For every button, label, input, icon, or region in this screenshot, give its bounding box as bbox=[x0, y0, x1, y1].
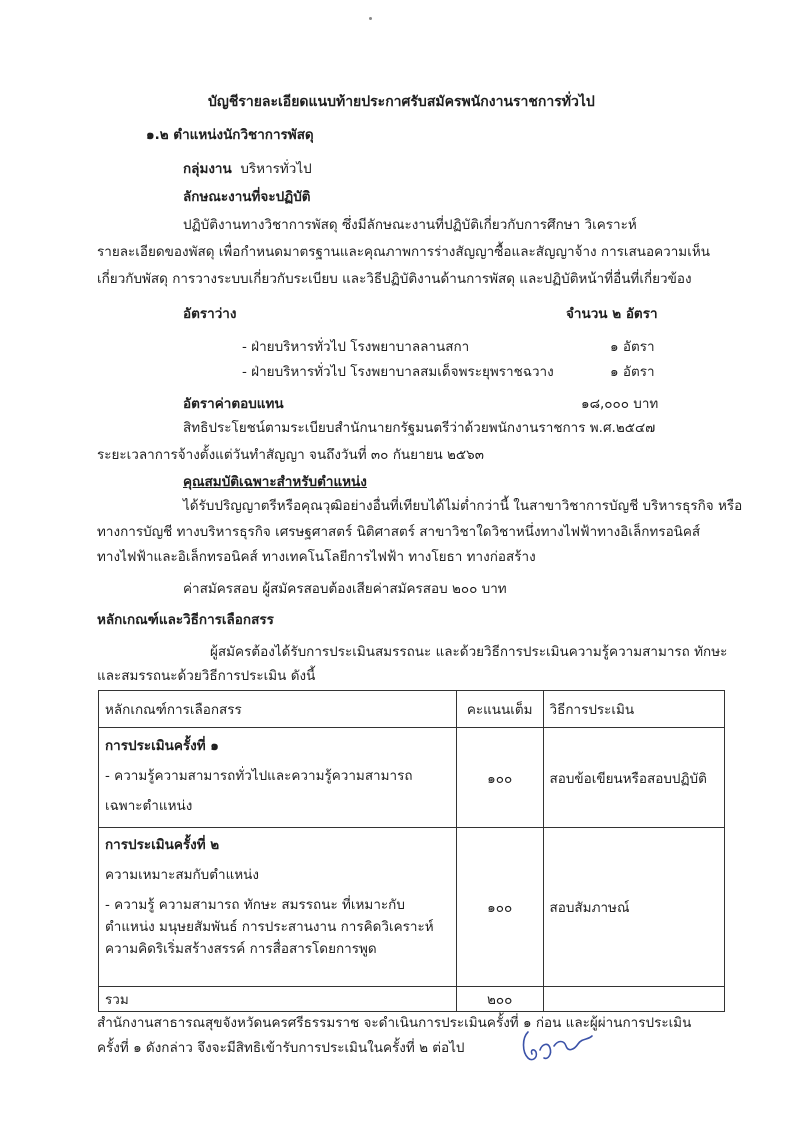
qualification-line: ทางไฟฟ้าและอิเล็กทรอนิคส์ ทางเทคโนโลยีการไฟฟ้า ทางโยธา ทางก่อสร้าง bbox=[97, 549, 536, 565]
round2-line: - ความรู้ ความสามารถ ทักษะ สมรรถนะ ที่เหมาะกับ bbox=[105, 897, 405, 913]
footer-line: ครั้งที่ ๑ ดังกล่าว จึงจะมีสิทธิเข้ารับการประเมินในครั้งที่ ๒ ต่อไป bbox=[97, 1040, 465, 1056]
pay-heading: อัตราค่าตอบแทน bbox=[183, 396, 284, 412]
signature-mark bbox=[518, 1024, 598, 1068]
document-title: บัญชีรายละเอียดแนบท้ายประกาศรับสมัครพนักงานราชการทั่วไป bbox=[208, 94, 595, 110]
scan-speck bbox=[369, 17, 372, 20]
table-row bbox=[99, 828, 725, 987]
round2-score: ๑๐๐ bbox=[456, 828, 543, 987]
total-label: รวม bbox=[99, 987, 457, 1012]
table-row bbox=[99, 728, 725, 828]
round1-title: การประเมินครั้งที่ ๑ bbox=[105, 738, 219, 754]
pay-line: สิทธิประโยชน์ตามระเบียบสำนักนายกรัฐมนตรีว่าด้วยพนักงานราชการ พ.ศ.๒๕๔๗ bbox=[183, 420, 656, 436]
vacancy-total: จำนวน ๒ อัตรา bbox=[566, 306, 658, 322]
round2-subtitle: ความเหมาะสมกับตำแหน่ง bbox=[105, 867, 259, 883]
vacancy-heading: อัตราว่าง bbox=[183, 306, 237, 322]
round1-criteria-cell bbox=[99, 728, 457, 828]
criteria-heading: หลักเกณฑ์และวิธีการเลือกสรร bbox=[97, 612, 274, 628]
round1-line: - ความรู้ความสามารถทั่วไปและความรู้ความสามารถ bbox=[105, 768, 413, 784]
table-header-row bbox=[99, 691, 725, 728]
vacancy-count: ๑ อัตรา bbox=[610, 339, 655, 355]
table-row bbox=[99, 987, 725, 1012]
criteria-line: ผู้สมัครต้องได้รับการประเมินสมรรถนะ และด้วยวิธีการประเมินความรู้ความสามารถ ทักษะ bbox=[210, 644, 728, 660]
position-heading: ๑.๒ ตำแหน่งนักวิชาการพัสดุ bbox=[146, 127, 314, 143]
round1-score: ๑๐๐ bbox=[456, 728, 543, 828]
total-empty-cell bbox=[543, 987, 724, 1012]
duties-line: ปฏิบัติงานทางวิชาการพัสดุ ซึ่งมีลักษณะงานที่ปฏิบัติเกี่ยวกับการศึกษา วิเคราะห์ bbox=[183, 217, 637, 233]
round2-title: การประเมินครั้งที่ ๒ bbox=[105, 837, 220, 853]
table-header: วิธีการประเมิน bbox=[543, 691, 724, 728]
work-group-value: บริหารทั่วไป bbox=[240, 161, 312, 177]
qualification-heading: คุณสมบัติเฉพาะสำหรับตำแหน่ง bbox=[183, 474, 367, 490]
round2-method: สอบสัมภาษณ์ bbox=[543, 828, 724, 987]
pay-value: ๑๘,๐๐๐ บาท bbox=[581, 396, 659, 412]
duties-heading: ลักษณะงานที่จะปฏิบัติ bbox=[183, 189, 311, 205]
total-score: ๒๐๐ bbox=[456, 987, 543, 1012]
round2-line: ความคิดริเริ่มสร้างสรรค์ การสื่อสารโดยการพูด bbox=[105, 941, 377, 957]
duties-line: รายละเอียดของพัสดุ เพื่อกำหนดมาตรฐานและคุณภาพการร่างสัญญาซื้อและสัญญาจ้าง การเสนอความเห็น bbox=[97, 244, 710, 260]
round2-line: ตำแหน่ง มนุษยสัมพันธ์ การประสานงาน การคิดวิเคราะห์ bbox=[105, 919, 434, 935]
duties-line: เกี่ยวกับพัสดุ การวางระบบเกี่ยวกับระเบียบ และวิธีปฏิบัติงานด้านการพัสดุ และปฏิบัติหน้าที่อื่นที่เกี่ยวข้อง bbox=[97, 271, 692, 287]
selection-criteria-table bbox=[98, 690, 725, 1012]
application-fee: ค่าสมัครสอบ ผู้สมัครสอบต้องเสียค่าสมัครสอบ ๒๐๐ บาท bbox=[183, 581, 507, 597]
vacancy-unit: - ฝ่ายบริหารทั่วไป โรงพยาบาลสมเด็จพระยุพราชฉวาง bbox=[242, 364, 554, 380]
pay-line: ระยะเวลาการจ้างตั้งแต่วันทำสัญญา จนถึงวันที่ ๓๐ กันยายน ๒๕๖๓ bbox=[97, 447, 484, 463]
vacancy-count: ๑ อัตรา bbox=[610, 364, 655, 380]
round2-criteria-cell bbox=[99, 828, 457, 987]
footer-line: สำนักงานสาธารณสุขจังหวัดนครศรีธรรมราช จะดำเนินการประเมินครั้งที่ ๑ ก่อน และผู้ผ่านการประเมิน bbox=[97, 1015, 692, 1031]
table-header: คะแนนเต็ม bbox=[456, 691, 543, 728]
qualification-line: ได้รับปริญญาตรีหรือคุณวุฒิอย่างอื่นที่เทียบได้ไม่ต่ำกว่านี้ ในสาขาวิชาการบัญชี บริหารธุรกิจ หรือ bbox=[183, 498, 743, 514]
round1-line: เฉพาะตำแหน่ง bbox=[105, 798, 193, 814]
vacancy-unit: - ฝ่ายบริหารทั่วไป โรงพยาบาลลานสกา bbox=[242, 339, 470, 355]
round1-method: สอบข้อเขียนหรือสอบปฏิบัติ bbox=[543, 728, 724, 828]
qualification-line: ทางการบัญชี ทางบริหารธุรกิจ เศรษฐศาสตร์ นิติศาสตร์ สาขาวิชาใดวิชาหนึ่งทางไฟฟ้าทางอิเล็กทรอนิคส์ bbox=[97, 524, 701, 540]
work-group bbox=[183, 160, 312, 178]
criteria-line: และสมรรถนะด้วยวิธีการประเมิน ดังนี้ bbox=[97, 668, 316, 684]
table-header: หลักเกณฑ์การเลือกสรร bbox=[99, 691, 457, 728]
work-group-label: กลุ่มงาน bbox=[183, 161, 232, 177]
